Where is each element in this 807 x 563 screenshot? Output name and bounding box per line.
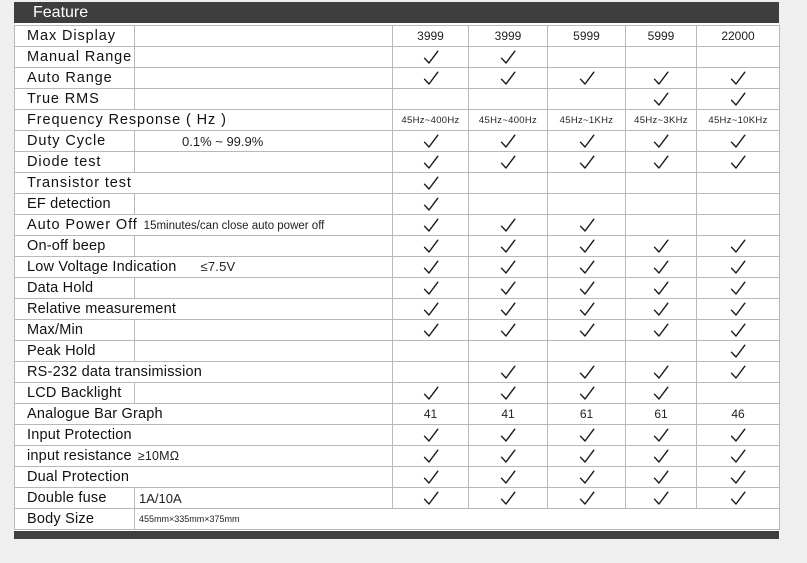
value-cell (548, 131, 626, 152)
value-cell (469, 446, 548, 467)
value-cell (626, 68, 697, 89)
check-icon (653, 134, 669, 149)
feature-note (135, 47, 393, 68)
empty-cell (548, 194, 626, 215)
value-cell (626, 26, 697, 47)
check-icon (500, 50, 516, 65)
empty-cell (393, 341, 469, 362)
value-cell (548, 278, 626, 299)
value-cell (469, 152, 548, 173)
check-icon (653, 491, 669, 506)
value-cell (469, 215, 548, 236)
feature-note: 455mm×335mm×375mm (135, 509, 780, 530)
value-cell (697, 320, 780, 341)
value-cell (393, 446, 469, 467)
feature-cell (15, 467, 393, 488)
check-icon (653, 155, 669, 170)
check-icon (423, 302, 439, 317)
table-row (15, 257, 780, 278)
feature-note: ≤7.5V (200, 259, 236, 274)
check-icon (579, 155, 595, 170)
empty-cell (697, 173, 780, 194)
value-text: 5999 (573, 29, 600, 43)
value-cell (548, 446, 626, 467)
value-cell (626, 236, 697, 257)
value-cell (393, 383, 469, 404)
check-icon (653, 365, 669, 380)
feature-header-title: Feature (33, 4, 89, 21)
empty-cell (548, 341, 626, 362)
value-cell (548, 236, 626, 257)
check-icon (653, 386, 669, 401)
value-cell (469, 320, 548, 341)
empty-cell (626, 47, 697, 68)
check-icon (730, 281, 746, 296)
value-cell (393, 26, 469, 47)
feature-note (135, 236, 393, 257)
check-icon (579, 491, 595, 506)
value-cell (469, 68, 548, 89)
footer-bar (14, 531, 779, 539)
value-cell (469, 236, 548, 257)
empty-cell (469, 89, 548, 110)
value-cell (393, 467, 469, 488)
feature-label: Frequency Response ( Hz ) (27, 112, 227, 128)
value-cell (626, 425, 697, 446)
feature-label: Max/Min (15, 320, 135, 341)
check-icon (730, 491, 746, 506)
value-cell (548, 467, 626, 488)
value-cell (393, 131, 469, 152)
empty-cell (697, 194, 780, 215)
check-icon (653, 428, 669, 443)
check-icon (500, 134, 516, 149)
feature-note (135, 26, 393, 47)
feature-label: Data Hold (15, 278, 135, 299)
check-icon (500, 239, 516, 254)
feature-label: LCD Backlight (15, 383, 135, 404)
value-cell (469, 362, 548, 383)
value-cell (548, 215, 626, 236)
check-icon (579, 134, 595, 149)
value-cell (697, 446, 780, 467)
table-row (15, 68, 780, 89)
check-icon (423, 239, 439, 254)
feature-note (135, 320, 393, 341)
value-text: 45Hz~10KHz (708, 114, 768, 126)
check-icon (579, 470, 595, 485)
empty-cell (626, 173, 697, 194)
empty-cell (548, 173, 626, 194)
empty-cell (697, 47, 780, 68)
value-cell (626, 152, 697, 173)
feature-header-bar (14, 2, 779, 23)
empty-cell (469, 194, 548, 215)
value-text: 61 (654, 407, 668, 421)
value-cell (626, 488, 697, 509)
feature-note (135, 194, 393, 215)
feature-cell (15, 299, 393, 320)
value-cell (548, 299, 626, 320)
check-icon (423, 71, 439, 86)
feature-note: 15minutes/can close auto power off (143, 220, 325, 232)
value-cell (548, 362, 626, 383)
check-icon (653, 302, 669, 317)
check-icon (579, 449, 595, 464)
value-cell (697, 467, 780, 488)
feature-label: Input Protection (27, 427, 132, 443)
value-cell (469, 47, 548, 68)
feature-label: Dual Protection (27, 469, 130, 485)
check-icon (730, 470, 746, 485)
value-text: 45Hz~400Hz (401, 114, 460, 126)
value-cell (548, 110, 626, 131)
feature-label: Double fuse (15, 488, 135, 509)
empty-cell (393, 89, 469, 110)
check-icon (423, 323, 439, 338)
check-icon (579, 218, 595, 233)
empty-cell (469, 173, 548, 194)
feature-note (135, 383, 393, 404)
table-row (15, 89, 780, 110)
feature-cell (15, 404, 393, 425)
value-cell (626, 278, 697, 299)
value-cell (393, 68, 469, 89)
check-icon (423, 491, 439, 506)
check-icon (423, 176, 439, 191)
empty-cell (697, 215, 780, 236)
empty-cell (548, 47, 626, 68)
feature-note: 1A/10A (135, 488, 393, 509)
value-text: 45Hz~400Hz (478, 114, 538, 126)
value-text: 3999 (417, 29, 444, 43)
value-cell (697, 26, 780, 47)
check-icon (500, 71, 516, 86)
value-cell (626, 404, 697, 425)
value-text: 46 (731, 407, 745, 421)
value-cell (469, 278, 548, 299)
value-cell (626, 362, 697, 383)
table-row (15, 341, 780, 362)
value-cell (697, 299, 780, 320)
value-cell (697, 341, 780, 362)
feature-comparison-table (14, 25, 780, 530)
check-icon (730, 449, 746, 464)
value-text: 3999 (494, 29, 522, 43)
value-cell (393, 236, 469, 257)
check-icon (500, 260, 516, 275)
value-cell (393, 215, 469, 236)
feature-label: Duty Cycle (15, 131, 135, 152)
value-cell (548, 383, 626, 404)
check-icon (423, 197, 439, 212)
check-icon (423, 386, 439, 401)
check-icon (579, 260, 595, 275)
check-icon (730, 92, 746, 107)
table-row (15, 446, 780, 467)
check-icon (579, 323, 595, 338)
value-cell (469, 131, 548, 152)
value-cell (393, 425, 469, 446)
check-icon (579, 302, 595, 317)
feature-note (135, 152, 393, 173)
check-icon (730, 260, 746, 275)
feature-note (135, 68, 393, 89)
value-cell (548, 404, 626, 425)
empty-cell (626, 194, 697, 215)
table-row (15, 488, 780, 509)
feature-label: Auto Power Off (27, 217, 138, 233)
feature-label: Diode test (15, 152, 135, 173)
value-cell (697, 278, 780, 299)
feature-label: Body Size (15, 509, 135, 530)
value-cell (393, 404, 469, 425)
check-icon (730, 428, 746, 443)
check-icon (423, 260, 439, 275)
value-cell (697, 68, 780, 89)
feature-note (135, 341, 393, 362)
value-text: 45Hz~3KHz (634, 114, 688, 126)
feature-cell (15, 362, 393, 383)
table-row (15, 425, 780, 446)
value-text: 41 (423, 407, 438, 421)
value-cell (393, 299, 469, 320)
check-icon (579, 281, 595, 296)
value-text: 61 (579, 407, 594, 421)
check-icon (423, 281, 439, 296)
empty-cell (626, 215, 697, 236)
table-row (15, 509, 780, 530)
check-icon (653, 71, 669, 86)
check-icon (500, 491, 516, 506)
value-cell (393, 194, 469, 215)
table-row (15, 362, 780, 383)
value-cell (697, 257, 780, 278)
check-icon (579, 71, 595, 86)
table-row (15, 110, 780, 131)
value-cell (697, 488, 780, 509)
check-icon (423, 470, 439, 485)
feature-label: Auto Range (15, 68, 135, 89)
empty-cell (393, 362, 469, 383)
feature-label: Transistor test (27, 175, 132, 191)
feature-cell (15, 215, 393, 236)
table-row (15, 194, 780, 215)
table-row (15, 467, 780, 488)
value-cell (626, 467, 697, 488)
feature-label: Manual Range (15, 47, 135, 68)
value-cell (697, 110, 780, 131)
feature-label: EF detection (15, 194, 135, 215)
check-icon (730, 302, 746, 317)
value-text: 41 (501, 407, 515, 421)
check-icon (653, 470, 669, 485)
feature-note: 0.1% ~ 99.9% (135, 131, 393, 152)
value-cell (548, 257, 626, 278)
feature-note: ≥10MΩ (137, 449, 180, 463)
check-icon (423, 428, 439, 443)
check-icon (500, 449, 516, 464)
check-icon (653, 260, 669, 275)
value-cell (626, 257, 697, 278)
value-cell (393, 173, 469, 194)
check-icon (579, 239, 595, 254)
check-icon (423, 50, 439, 65)
feature-note (135, 278, 393, 299)
check-icon (423, 218, 439, 233)
value-cell (626, 299, 697, 320)
value-text: 45Hz~1KHz (559, 114, 614, 126)
table-row (15, 47, 780, 68)
check-icon (500, 323, 516, 338)
check-icon (730, 71, 746, 86)
feature-label: On-off beep (15, 236, 135, 257)
feature-cell (15, 173, 393, 194)
check-icon (500, 155, 516, 170)
check-icon (730, 155, 746, 170)
table-row (15, 26, 780, 47)
check-icon (730, 323, 746, 338)
value-cell (626, 131, 697, 152)
table-row (15, 320, 780, 341)
value-cell (469, 425, 548, 446)
check-icon (500, 281, 516, 296)
feature-cell (15, 257, 393, 278)
table-row (15, 404, 780, 425)
value-cell (697, 425, 780, 446)
empty-cell (626, 341, 697, 362)
value-cell (626, 89, 697, 110)
feature-cell (15, 110, 393, 131)
value-cell (697, 362, 780, 383)
check-icon (653, 323, 669, 338)
feature-label: Low Voltage Indication (27, 259, 177, 275)
check-icon (423, 449, 439, 464)
value-text: 5999 (647, 29, 675, 43)
feature-label: Peak Hold (15, 341, 135, 362)
value-cell (697, 404, 780, 425)
value-cell (548, 26, 626, 47)
check-icon (500, 386, 516, 401)
value-cell (548, 68, 626, 89)
value-cell (393, 47, 469, 68)
spec-sheet (14, 2, 779, 539)
check-icon (500, 428, 516, 443)
value-cell (469, 404, 548, 425)
value-cell (393, 320, 469, 341)
empty-cell (697, 383, 780, 404)
value-cell (393, 152, 469, 173)
value-cell (469, 26, 548, 47)
check-icon (500, 218, 516, 233)
table-row (15, 131, 780, 152)
check-icon (500, 470, 516, 485)
feature-label: Analogue Bar Graph (27, 406, 163, 422)
check-icon (579, 365, 595, 380)
value-cell (697, 236, 780, 257)
check-icon (423, 155, 439, 170)
check-icon (653, 281, 669, 296)
value-cell (626, 110, 697, 131)
check-icon (730, 134, 746, 149)
check-icon (730, 344, 746, 359)
value-cell (469, 383, 548, 404)
value-cell (469, 257, 548, 278)
check-icon (653, 449, 669, 464)
table-row (15, 173, 780, 194)
feature-cell (15, 446, 393, 467)
table-row (15, 152, 780, 173)
value-cell (469, 110, 548, 131)
value-cell (697, 152, 780, 173)
check-icon (579, 428, 595, 443)
check-icon (500, 302, 516, 317)
check-icon (423, 134, 439, 149)
table-row (15, 383, 780, 404)
table-row (15, 236, 780, 257)
value-cell (469, 299, 548, 320)
value-cell (548, 425, 626, 446)
value-cell (393, 257, 469, 278)
value-text: 22000 (721, 29, 755, 43)
value-cell (626, 446, 697, 467)
value-cell (393, 278, 469, 299)
value-cell (393, 110, 469, 131)
check-icon (730, 365, 746, 380)
feature-label: Max Display (15, 26, 135, 47)
empty-cell (548, 89, 626, 110)
table-row (15, 278, 780, 299)
table-row (15, 215, 780, 236)
value-cell (469, 488, 548, 509)
value-cell (548, 152, 626, 173)
check-icon (653, 239, 669, 254)
value-cell (548, 320, 626, 341)
feature-label: input resistance (27, 448, 132, 464)
value-cell (626, 383, 697, 404)
feature-label: True RMS (15, 89, 135, 110)
check-icon (653, 92, 669, 107)
feature-label: RS-232 data transimission (27, 364, 203, 380)
empty-cell (469, 341, 548, 362)
feature-note (135, 89, 393, 110)
table-row (15, 299, 780, 320)
value-cell (626, 320, 697, 341)
value-cell (697, 89, 780, 110)
feature-cell (15, 425, 393, 446)
check-icon (579, 386, 595, 401)
value-cell (548, 488, 626, 509)
feature-label: Relative measurement (27, 301, 177, 317)
value-cell (393, 488, 469, 509)
check-icon (730, 239, 746, 254)
value-cell (469, 467, 548, 488)
value-cell (697, 131, 780, 152)
check-icon (500, 365, 516, 380)
